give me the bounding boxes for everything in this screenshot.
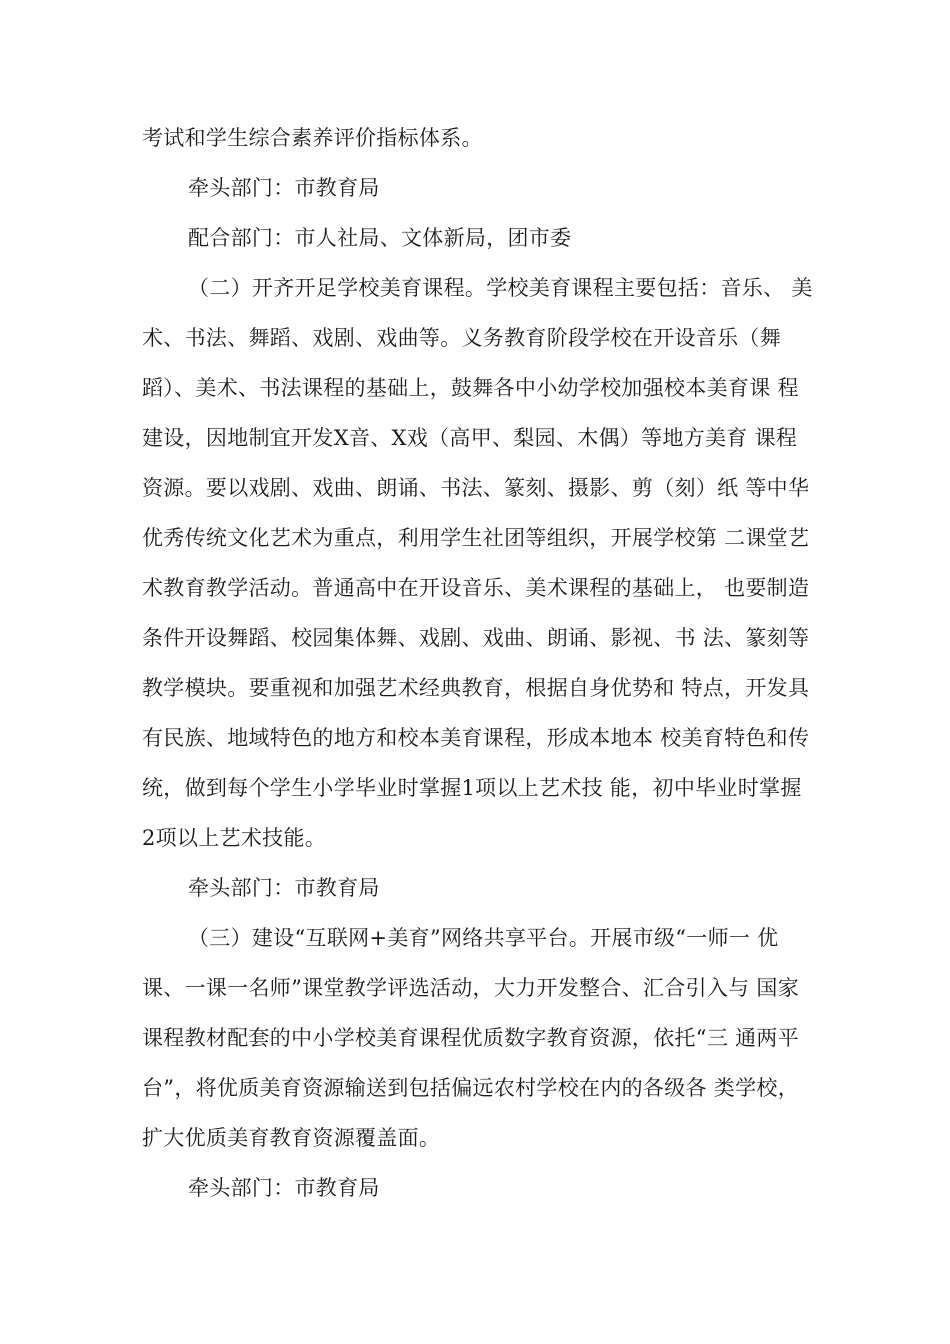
section-heading-line: （二）开齐开足学校美育课程。学校美育课程主要包括：音乐、 美 [188, 276, 813, 300]
paragraph-line: 术教育教学活动。普通高中在开设音乐、美术课程的基础上， 也要制造 [142, 576, 810, 600]
section-heading-line: （三）建设“互联网+美育”网络共享平台。开展市级“一师一 优 [188, 926, 779, 950]
paragraph-line: 课程教材配套的中小学校美育课程优质数字教育资源，依托“三 通两平 [142, 1026, 800, 1050]
paragraph-line: 2项以上艺术技能。 [142, 826, 327, 850]
paragraph-line: 建设，因地制宜开发X音、X戏（高甲、梨园、木偶）等地方美育 课程 [142, 426, 798, 450]
paragraph-line: 考试和学生综合素养评价指标体系。 [142, 126, 483, 150]
paragraph-line: 资源。要以戏剧、戏曲、朗诵、书法、篆刻、摄影、剪（刻）纸 等中华 [142, 476, 810, 500]
lead-department-line: 牵头部门：市教育局 [188, 1176, 380, 1200]
lead-department-line: 牵头部门：市教育局 [188, 876, 380, 900]
paragraph-line: 条件开设舞蹈、校园集体舞、戏剧、戏曲、朗诵、影视、书 法、篆刻等 [142, 626, 810, 650]
paragraph-line: 扩大优质美育教育资源覆盖面。 [142, 1126, 441, 1150]
paragraph-line: 有民族、地域特色的地方和校本美育课程，形成本地本 校美育特色和传 [142, 726, 810, 750]
paragraph-line: 课、一课一名师”课堂教学评选活动，大力开发整合、汇合引入与 国家 [142, 976, 800, 1000]
lead-department-line: 牵头部门：市教育局 [188, 176, 380, 200]
paragraph-line: 统，做到每个学生小学毕业时掌握1项以上艺术技 能，初中毕业时掌握 [142, 776, 802, 800]
paragraph-line: 蹈）、美术、书法课程的基础上，鼓舞各中小幼学校加强校本美育课 程 [142, 376, 799, 400]
paragraph-line: 优秀传统文化艺术为重点，利用学生社团等组织，开展学校第 二课堂艺 [142, 526, 810, 550]
cooperating-department-line: 配合部门：市人社局、文体新局，团市委 [188, 226, 572, 250]
paragraph-line: 教学模块。要重视和加强艺术经典教育，根据自身优势和 特点，开发具 [142, 676, 810, 700]
paragraph-line: 术、书法、舞蹈、戏剧、戏曲等。义务教育阶段学校在开设音乐（舞 [142, 326, 781, 350]
paragraph-line: 台”，将优质美育资源输送到包括偏远农村学校在内的各级各 类学校， [142, 1076, 800, 1100]
